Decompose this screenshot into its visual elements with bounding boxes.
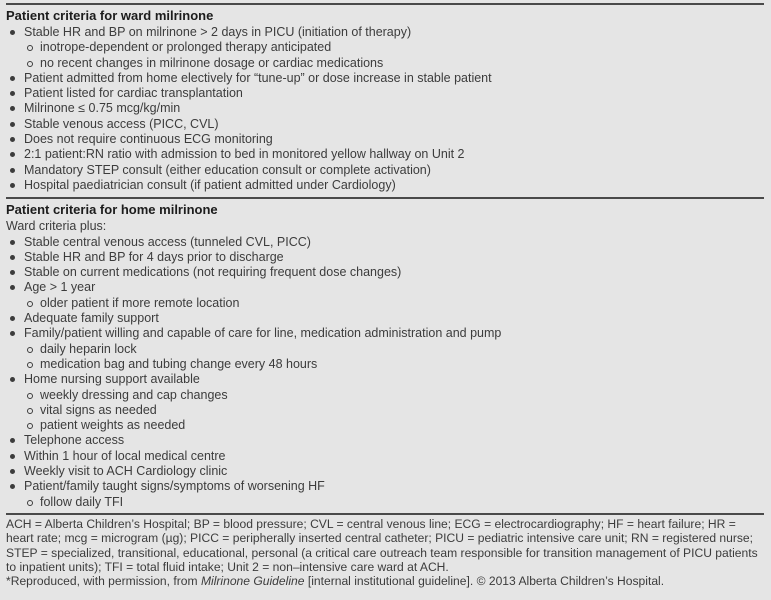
item-text: weekly dressing and cap changes [40,387,228,402]
item-text: vital signs as needed [40,402,157,417]
item-text: inotrope-dependent or prolonged therapy anticipated [40,40,332,55]
filled-bullet-icon [10,183,15,188]
bullet-item [6,250,764,265]
item-text: no recent changes in milrinone dosage or cardiac medications [40,55,384,70]
bullet-item [6,235,764,250]
footnote-divider-rule [6,513,764,515]
bullet-item [6,101,764,116]
bullet-item [6,280,764,295]
bullet-item [6,311,764,326]
item-text: Weekly visit to ACH Cardiology clinic [24,464,228,479]
item-text: Stable central venous access (tunneled CVL, PICC) [24,234,311,249]
item-text: Adequate family support [24,311,159,326]
sub-bullet-item [6,403,764,418]
item-text: Does not require continuous ECG monitoring [24,132,273,147]
open-circle-icon [27,500,33,506]
bullet-item [6,147,764,162]
item-text: Family/patient willing and capable of care for line, medication administration and pump [24,326,502,341]
filled-bullet-icon [10,469,15,474]
sub-bullet-item [6,357,764,372]
filled-bullet-icon [10,285,15,290]
section-ward-milrinone [6,7,764,193]
open-circle-icon [27,408,33,414]
attribution-note [6,574,764,588]
open-circle-icon [27,347,33,353]
item-text: Stable HR and BP on milrinone > 2 days in PICU (initiation of therapy) [24,25,412,39]
bullet-item [6,178,764,193]
filled-bullet-icon [10,438,15,443]
bullet-item [6,163,764,178]
bullet-item [6,326,764,341]
item-text: Home nursing support available [24,372,200,387]
abbreviations-note: ACH = Alberta Children’s Hospital; BP = blood pressure; CVL = central venous line; ECG = electrocardiography; HF = heart failure; HR = heart rate; mcg = microgram (µg); PICC = peripherally inserted central catheter; PICU = pediatric intensive care unit; RN = registered nurse; STEP = specialized, transitional, educational, personal (a critical care outreach team responsible for transition management of PICU patients to inpatient units); TFI = total fluid intake; Unit 2 = non–intensive care ward at ACH. [6,516,758,574]
bullet-item [6,117,764,132]
filled-bullet-icon [10,270,15,275]
item-text: Milrinone ≤ 0.75 mcg/kg/min [24,101,181,116]
criteria-list-home [6,235,764,510]
open-circle-icon [27,362,33,368]
item-text: older patient if more remote location [40,295,240,310]
item-text: daily heparin lock [40,341,137,356]
open-circle-icon [27,45,33,51]
section-title-home: Patient criteria for home milrinone [6,202,218,218]
filled-bullet-icon [10,454,15,459]
filled-bullet-icon [10,76,15,81]
sub-bullet-item [6,388,764,403]
bullet-item [6,479,764,494]
filled-bullet-icon [10,240,15,245]
item-text: Hospital paediatrician consult (if patient admitted under Cardiology) [24,177,396,192]
item-text: Age > 1 year [24,280,96,295]
item-text: Mandatory STEP consult (either education consult or complete activation) [24,162,431,177]
item-text: 2:1 patient:RN ratio with admission to bed in monitored yellow hallway on Unit 2 [24,147,465,162]
filled-bullet-icon [10,152,15,157]
section-divider-rule [6,197,764,199]
filled-bullet-icon [10,377,15,382]
filled-bullet-icon [10,331,15,336]
filled-bullet-icon [10,484,15,489]
item-text: Patient listed for cardiac transplantation [24,86,243,101]
item-text: Telephone access [24,433,125,448]
filled-bullet-icon [10,137,15,142]
filled-bullet-icon [10,30,15,35]
section-intro-home: Ward criteria plus: [6,219,107,234]
sub-bullet-item [6,296,764,311]
filled-bullet-icon [10,255,15,260]
section-home-milrinone [6,201,764,510]
item-text: Patient admitted from home electively for “tune-up” or dose increase in stable patient [24,70,492,85]
item-text: Patient/family taught signs/symptoms of worsening HF [24,479,325,494]
item-text: Stable venous access (PICC, CVL) [24,116,219,131]
bullet-item [6,449,764,464]
footnote [6,517,764,588]
item-text: medication bag and tubing change every 48 hours [40,356,318,371]
attribution-suffix: [internal institutional guideline]. © 2013 Alberta Children’s Hospital. [304,574,665,589]
top-rule [6,3,764,5]
open-circle-icon [27,393,33,399]
bullet-item [6,265,764,280]
item-text: follow daily TFI [40,494,124,509]
filled-bullet-icon [10,91,15,96]
bullet-item [6,132,764,147]
bullet-item [6,464,764,479]
item-text: Stable HR and BP for 4 days prior to discharge [24,249,284,264]
item-text: Stable on current medications (not requiring frequent dose changes) [24,265,402,280]
filled-bullet-icon [10,106,15,111]
bullet-item [6,372,764,387]
sub-bullet-item [6,495,764,510]
filled-bullet-icon [10,316,15,321]
bullet-item [6,71,764,86]
open-circle-icon [27,301,33,307]
item-text: patient weights as needed [40,418,186,433]
bullet-item [6,86,764,101]
criteria-list-ward [6,25,764,193]
item-text: Within 1 hour of local medical centre [24,448,226,463]
filled-bullet-icon [10,122,15,127]
attribution-prefix: *Reproduced, with permission, from [6,574,201,589]
bullet-item [6,433,764,448]
open-circle-icon [27,423,33,429]
sub-bullet-item [6,342,764,357]
sub-bullet-item [6,418,764,433]
sub-bullet-item [6,56,764,71]
section-title-ward: Patient criteria for ward milrinone [6,8,214,23]
filled-bullet-icon [10,168,15,173]
attribution-work-title: Milrinone Guideline [200,574,305,589]
bullet-item [6,25,764,40]
open-circle-icon [27,61,33,67]
sub-bullet-item [6,40,764,55]
